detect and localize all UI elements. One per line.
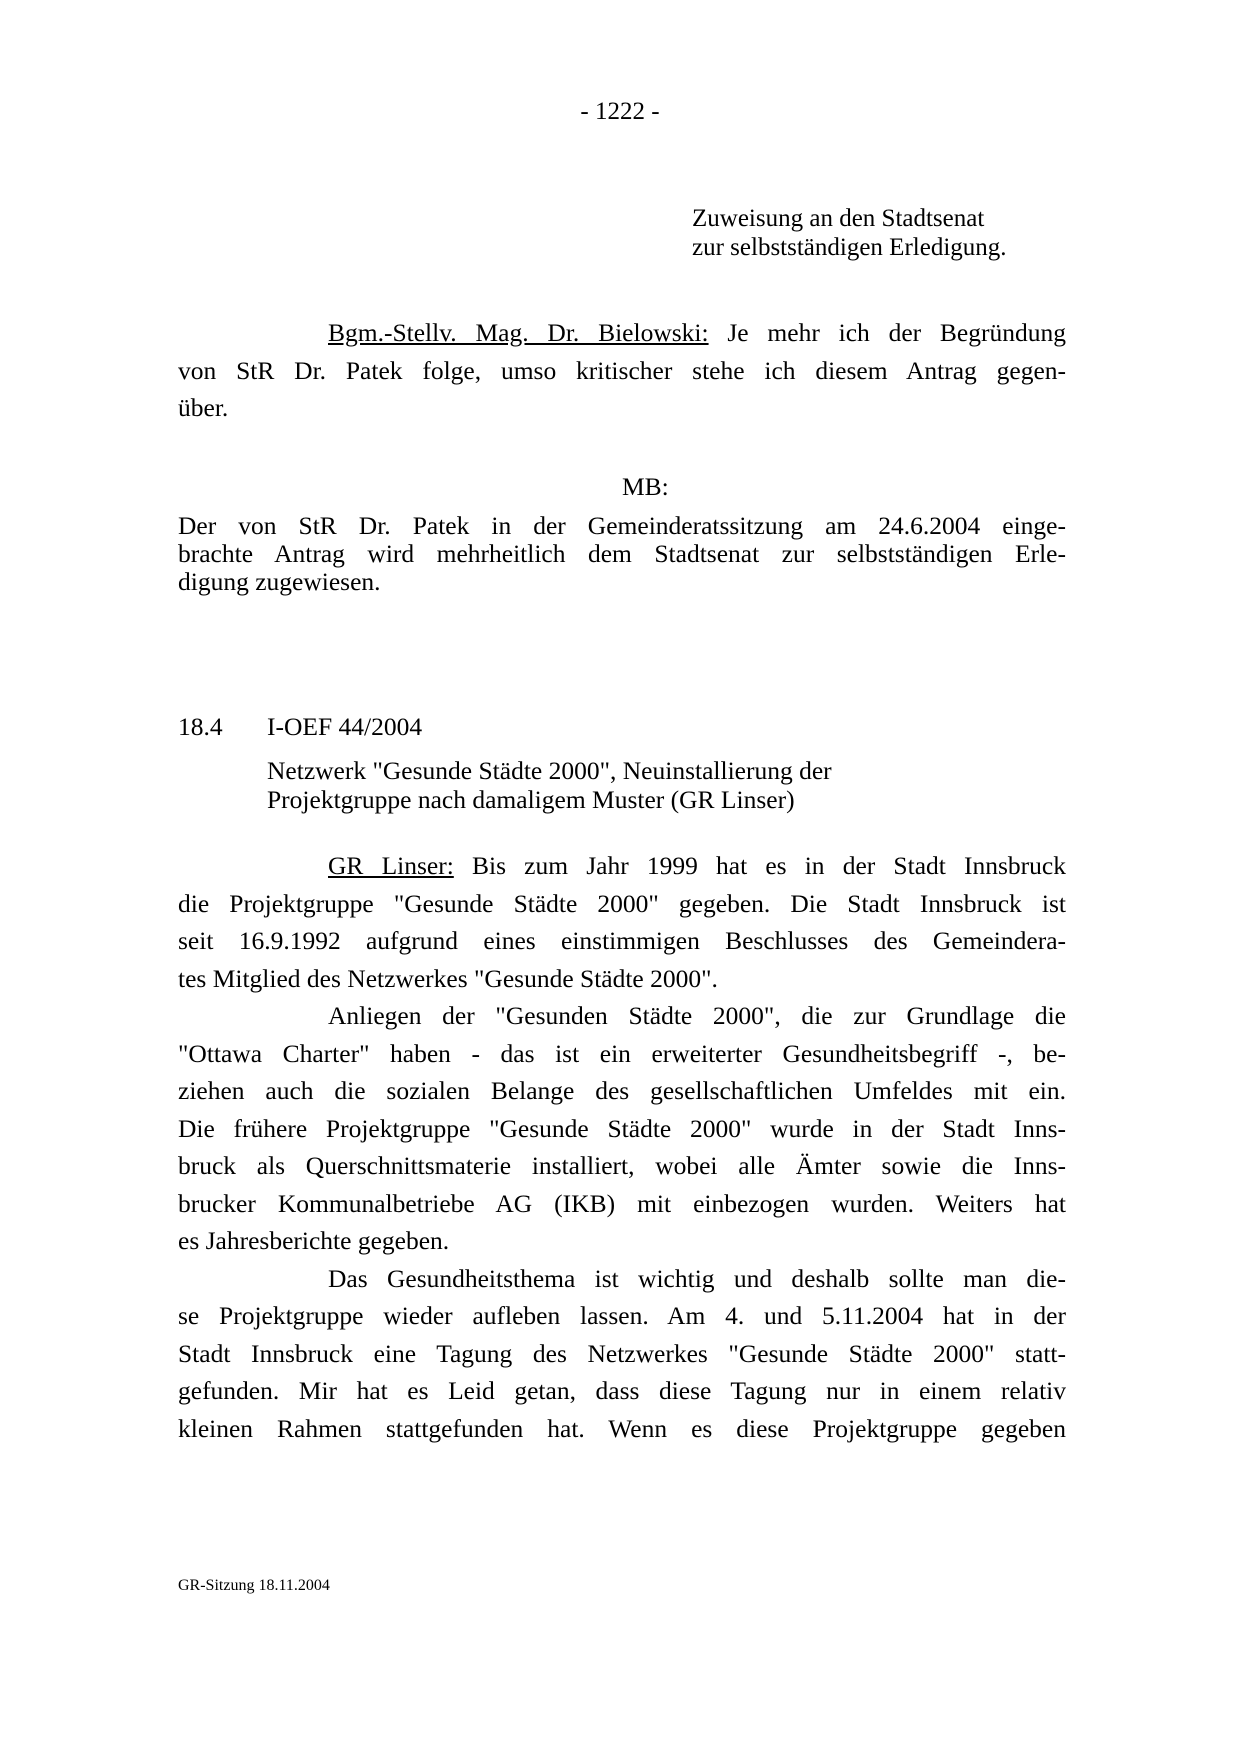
bielowski-statement: [178, 314, 1066, 427]
resolution-line-3: digung zugewiesen.: [178, 567, 381, 596]
linser-p1-line-4: tes Mitglied des Netzwerkes "Gesunde Städte 2000".: [178, 963, 718, 993]
linser-p1-line-1: [178, 847, 1066, 885]
linser-p2-line-4: Die frühere Projektgruppe "Gesunde Städte 2000" wurde in der Stadt Inns-: [178, 1113, 1066, 1143]
bielowski-line-3: über.: [178, 393, 229, 422]
agenda-item-title: [267, 756, 832, 814]
linser-p2-line-6: brucker Kommunalbetriebe AG (IKB) mit einbezogen wurden. Weiters hat: [178, 1188, 1066, 1218]
page-footer: GR-Sitzung 18.11.2004: [178, 1577, 330, 1594]
agenda-item-title-line-1: Netzwerk "Gesunde Städte 2000", Neuinstallierung der: [267, 756, 832, 785]
linser-p3-line-1: Das Gesundheitsthema ist wichtig und deshalb sollte man die-: [328, 1263, 1066, 1293]
assignment-line-2: zur selbstständigen Erledigung.: [692, 234, 1007, 261]
bielowski-line-1-text: Je mehr ich der Begründung: [708, 318, 1066, 347]
linser-statement: [178, 847, 1066, 1447]
linser-p1-line-3: seit 16.9.1992 aufgrund eines einstimmigen Beschlusses des Gemeindera-: [178, 926, 1066, 955]
linser-p2-line-7: es Jahresberichte gegeben.: [178, 1226, 450, 1255]
linser-p3-line-4: gefunden. Mir hat es Leid getan, dass diese Tagung nur in einem relativ: [178, 1376, 1066, 1405]
resolution-text: [178, 512, 1066, 596]
linser-p2-line-3: ziehen auch die sozialen Belange des gesellschaftlichen Umfeldes mit ein.: [178, 1076, 1066, 1105]
resolution-line-1: Der von StR Dr. Patek in der Gemeinderatssitzung am 24.6.2004 einge-: [178, 511, 1066, 540]
linser-p2-line-1: Anliegen der "Gesunden Städte 2000", die zur Grundlage die: [328, 1001, 1066, 1030]
speaker-linser: GR Linser:: [328, 851, 454, 880]
agenda-item-title-line-2: Projektgruppe nach damaligem Muster (GR Linser): [267, 785, 795, 814]
resolution-label: MB:: [622, 472, 669, 501]
agenda-item-number: 18.4: [178, 712, 223, 741]
bielowski-line-1: [178, 314, 1066, 352]
assignment-line-1: Zuweisung an den Stadtsenat: [692, 205, 985, 232]
linser-p1-line-1-text: Bis zum Jahr 1999 hat es in der Stadt Innsbruck: [453, 851, 1066, 880]
linser-p2-line-5: bruck als Querschnittsmaterie installiert, wobei alle Ämter sowie die Inns-: [178, 1151, 1066, 1180]
page-number: - 1222 -: [580, 98, 660, 125]
linser-p3-line-5: kleinen Rahmen stattgefunden hat. Wenn es diese Projektgruppe gegeben: [178, 1413, 1066, 1443]
linser-p3-line-2: se Projektgruppe wieder aufleben lassen. Am 4. und 5.11.2004 hat in der: [178, 1301, 1066, 1330]
resolution-line-2: brachte Antrag wird mehrheitlich dem Stadtsenat zur selbstständigen Erle-: [178, 539, 1066, 568]
linser-p1-line-2: die Projektgruppe "Gesunde Städte 2000" gegeben. Die Stadt Innsbruck ist: [178, 888, 1066, 918]
assignment-note: [692, 204, 1007, 262]
linser-p3-line-3: Stadt Innsbruck eine Tagung des Netzwerkes "Gesunde Städte 2000" statt-: [178, 1338, 1066, 1368]
agenda-item-code: I-OEF 44/2004: [267, 712, 423, 741]
linser-p2-line-2: "Ottawa Charter" haben - das ist ein erweiterter Gesundheitsbegriff -, be-: [178, 1038, 1066, 1068]
bielowski-line-2: von StR Dr. Patek folge, umso kritischer stehe ich diesem Antrag gegen-: [178, 355, 1066, 385]
speaker-bielowski: Bgm.-Stellv. Mag. Dr. Bielowski:: [328, 318, 709, 347]
